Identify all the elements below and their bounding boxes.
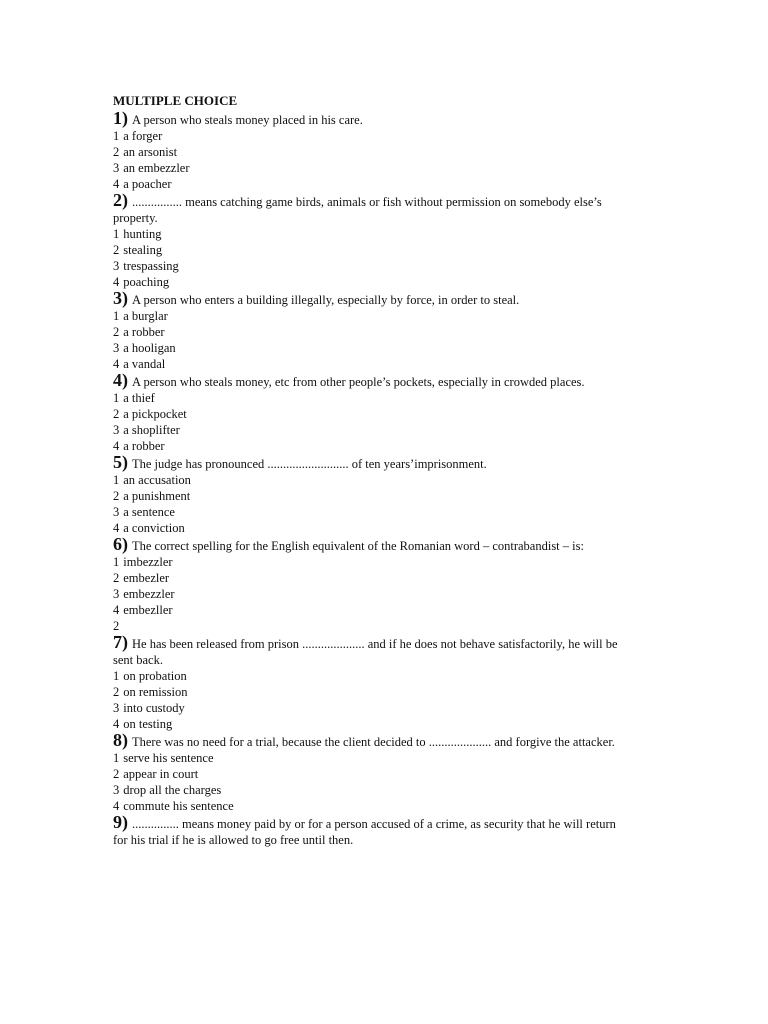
option-text: commute his sentence	[123, 799, 234, 813]
option-text: drop all the charges	[123, 783, 222, 797]
option-item	[113, 308, 633, 324]
question-number: 7)	[113, 632, 128, 652]
option-list	[113, 750, 633, 814]
option-item	[113, 176, 633, 192]
question-number: 1)	[113, 108, 128, 128]
option-number: 1	[113, 227, 120, 241]
option-number: 1	[113, 129, 120, 143]
option-number: 2	[113, 571, 120, 585]
option-item	[113, 488, 633, 504]
option-text: a conviction	[123, 521, 185, 535]
option-item	[113, 700, 633, 716]
option-list	[113, 226, 633, 290]
question-stem	[113, 290, 633, 308]
question-6	[113, 536, 633, 634]
option-item	[113, 390, 633, 406]
option-item	[113, 766, 633, 782]
option-number: 3	[113, 701, 120, 715]
option-number: 4	[113, 603, 120, 617]
option-item	[113, 128, 633, 144]
option-item	[113, 684, 633, 700]
option-text: into custody	[123, 701, 185, 715]
question-3	[113, 290, 633, 372]
option-text: stealing	[123, 243, 163, 257]
option-number: 3	[113, 341, 120, 355]
option-number: 2	[113, 243, 120, 257]
option-text: an accusation	[123, 473, 191, 487]
option-item	[113, 554, 633, 570]
option-item	[113, 472, 633, 488]
option-text: on remission	[123, 685, 188, 699]
option-item	[113, 520, 633, 536]
option-item	[113, 602, 633, 618]
document-page	[113, 92, 633, 848]
option-item	[113, 504, 633, 520]
option-text: trespassing	[123, 259, 179, 273]
question-stem	[113, 814, 633, 848]
option-list	[113, 308, 633, 372]
option-number: 1	[113, 309, 120, 323]
option-number: 4	[113, 275, 120, 289]
option-text: a robber	[123, 439, 165, 453]
question-stem	[113, 536, 633, 554]
option-item	[113, 422, 633, 438]
option-number: 4	[113, 799, 120, 813]
option-item	[113, 258, 633, 274]
option-text: a thief	[123, 391, 155, 405]
question-number: 6)	[113, 534, 128, 554]
option-text: on probation	[123, 669, 187, 683]
question-2	[113, 192, 633, 290]
option-item	[113, 242, 633, 258]
question-text: The judge has pronounced .......................... of ten years’imprisonment.	[132, 457, 487, 471]
option-number: 2	[113, 685, 120, 699]
question-text: A person who steals money, etc from other people’s pockets, especially in crowded places.	[132, 375, 585, 389]
option-number: 3	[113, 161, 120, 175]
option-number: 2	[113, 145, 120, 159]
option-number: 2	[113, 407, 120, 421]
option-number: 3	[113, 505, 120, 519]
option-text: a pickpocket	[123, 407, 187, 421]
option-item	[113, 356, 633, 372]
question-stem	[113, 454, 633, 472]
option-number: 3	[113, 259, 120, 273]
question-text: ............... means money paid by or for a person accused of a crime, as security that he will return for his trial if he is allowed to go free until then.	[113, 817, 616, 847]
question-stem	[113, 110, 633, 128]
option-item	[113, 750, 633, 766]
option-text: a punishment	[123, 489, 191, 503]
option-number: 3	[113, 587, 120, 601]
option-number: 1	[113, 391, 120, 405]
question-text: There was no need for a trial, because the client decided to .................... and forgive the attacker.	[132, 735, 615, 749]
option-number: 4	[113, 717, 120, 731]
option-number: 3	[113, 783, 120, 797]
option-text: on testing	[123, 717, 173, 731]
option-item	[113, 782, 633, 798]
question-number: 4)	[113, 370, 128, 390]
option-text: poaching	[123, 275, 170, 289]
question-list	[113, 110, 633, 848]
question-text: ................ means catching game birds, animals or fish without permission on somebody else’s property.	[113, 195, 602, 225]
question-4	[113, 372, 633, 454]
option-number: 1	[113, 555, 120, 569]
option-item	[113, 406, 633, 422]
option-number: 3	[113, 423, 120, 437]
option-text: a robber	[123, 325, 165, 339]
question-number: 3)	[113, 288, 128, 308]
option-number: 4	[113, 521, 120, 535]
option-text: imbezzler	[123, 555, 173, 569]
question-stem	[113, 732, 633, 750]
option-list	[113, 128, 633, 192]
option-text: a sentence	[123, 505, 175, 519]
question-number: 8)	[113, 730, 128, 750]
option-item	[113, 798, 633, 814]
option-item	[113, 226, 633, 242]
option-text: a vandal	[123, 357, 166, 371]
question-text: A person who steals money placed in his care.	[132, 113, 363, 127]
question-1	[113, 110, 633, 192]
option-list	[113, 472, 633, 536]
option-text: embezzler	[123, 587, 175, 601]
option-list	[113, 390, 633, 454]
option-text: a hooligan	[123, 341, 176, 355]
option-item	[113, 324, 633, 340]
option-text: serve his sentence	[123, 751, 214, 765]
option-number: 4	[113, 357, 120, 371]
option-text: a burglar	[123, 309, 168, 323]
option-text: a poacher	[123, 177, 172, 191]
question-number: 2)	[113, 190, 128, 210]
option-text: an arsonist	[123, 145, 178, 159]
option-text: appear in court	[123, 767, 199, 781]
option-text: hunting	[123, 227, 162, 241]
option-number: 1	[113, 669, 120, 683]
question-5	[113, 454, 633, 536]
option-number: 2	[113, 325, 120, 339]
option-list	[113, 554, 633, 618]
option-number: 1	[113, 751, 120, 765]
document-title: MULTIPLE CHOICE	[113, 93, 238, 108]
question-7	[113, 634, 633, 732]
option-item	[113, 274, 633, 290]
option-item	[113, 716, 633, 732]
option-text: a shoplifter	[123, 423, 180, 437]
option-item	[113, 586, 633, 602]
option-list	[113, 668, 633, 732]
question-text: A person who enters a building illegally, especially by force, in order to steal.	[132, 293, 520, 307]
option-item	[113, 160, 633, 176]
option-text: a forger	[123, 129, 163, 143]
question-number: 9)	[113, 812, 128, 832]
option-number: 4	[113, 177, 120, 191]
question-8	[113, 732, 633, 814]
question-text: The correct spelling for the English equivalent of the Romanian word – contrabandist – is:	[132, 539, 584, 553]
question-stem	[113, 192, 633, 226]
option-text: embezler	[123, 571, 170, 585]
option-number: 2	[113, 767, 120, 781]
question-number: 5)	[113, 452, 128, 472]
option-text: embezller	[123, 603, 173, 617]
question-9	[113, 814, 633, 848]
option-number: 1	[113, 473, 120, 487]
question-stem	[113, 634, 633, 668]
option-item	[113, 144, 633, 160]
option-item	[113, 340, 633, 356]
answer-value: 2	[113, 619, 120, 633]
question-stem	[113, 372, 633, 390]
option-number: 4	[113, 439, 120, 453]
option-item	[113, 668, 633, 684]
option-number: 2	[113, 489, 120, 503]
option-item	[113, 438, 633, 454]
option-text: an embezzler	[123, 161, 190, 175]
option-item	[113, 570, 633, 586]
question-text: He has been released from prison .................... and if he does not behave satisfactorily, he will be sent back.	[113, 637, 618, 667]
